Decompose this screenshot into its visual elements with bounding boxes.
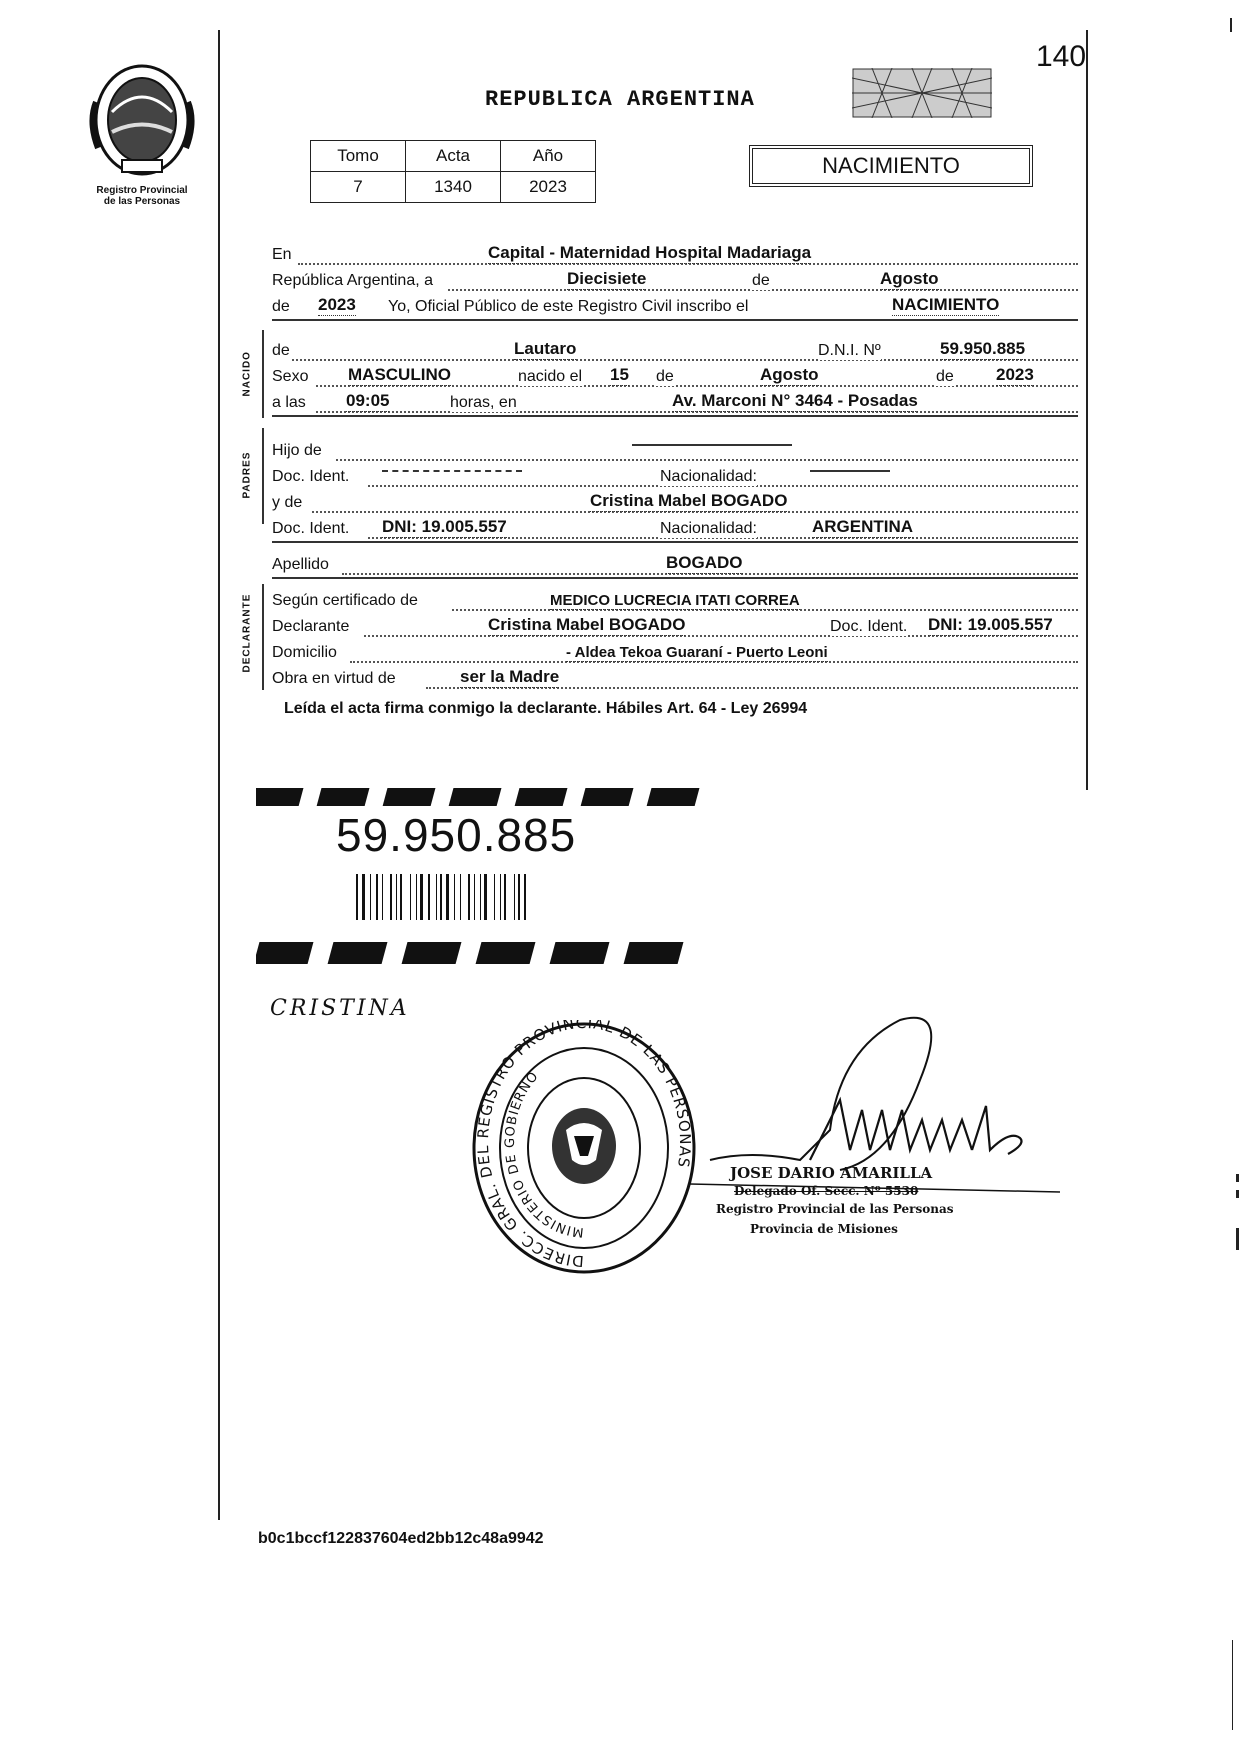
- security-hologram: [852, 68, 992, 118]
- value-birth-place: Av. Marconi N° 3464 - Posadas: [672, 391, 918, 410]
- barcode-bar: [514, 874, 515, 920]
- sep: [272, 319, 1078, 321]
- barcode-bar: [396, 874, 397, 920]
- label-horas-en: horas, en: [450, 394, 517, 411]
- value-hour: 09:05: [346, 391, 390, 410]
- edge-tick-2: [1236, 1190, 1239, 1198]
- row-declarante: [272, 616, 1078, 642]
- label-de-month: de: [752, 272, 770, 289]
- padres-bar: [262, 428, 264, 524]
- barcode-bar: [410, 874, 411, 920]
- label-y-de: y de: [272, 494, 303, 511]
- left-margin-rule: [218, 30, 220, 1520]
- side-label-padres: PADRES: [241, 451, 253, 499]
- label-de-2: de: [656, 368, 674, 385]
- barcode-bar: [370, 874, 371, 920]
- row-apellido: [272, 554, 1078, 580]
- value-domicilio: - Aldea Tekoa Guaraní - Puerto Leoni: [566, 644, 828, 661]
- row-certificado: [272, 590, 1078, 616]
- row-en: [272, 244, 1078, 270]
- row-domicilio: [272, 642, 1078, 668]
- stamp-pattern-top: [256, 786, 704, 808]
- label-doc-ident-2: Doc. Ident.: [272, 520, 350, 537]
- label-year-de: de: [272, 298, 290, 315]
- barcode-bar: [390, 874, 392, 920]
- edge-mark-top: [1230, 18, 1232, 32]
- declarante-bar: [262, 584, 264, 690]
- side-label-declarante: DECLARANTE: [241, 593, 253, 673]
- barcode: [356, 874, 582, 920]
- registry-seal: [470, 1020, 698, 1276]
- seal-inner-text: MINISTERIO DE GOBIERNO: [503, 1068, 585, 1240]
- barcode-bar: [400, 874, 402, 920]
- label-obra: Obra en virtud de: [272, 670, 396, 687]
- row-hijo-de: [272, 440, 1078, 466]
- value-sexo: MASCULINO: [348, 365, 451, 384]
- value-child-name: Lautaro: [514, 339, 577, 358]
- label-a-las: a las: [272, 394, 306, 411]
- barcode-bar: [420, 874, 423, 920]
- row-hora: [272, 392, 1078, 418]
- sep: [272, 541, 1078, 543]
- barcode-bar: [454, 874, 455, 920]
- label-nacido-el: nacido el: [518, 368, 583, 385]
- label-nacionalidad-2: Nacionalidad:: [660, 520, 757, 537]
- value-month: Agosto: [880, 269, 939, 288]
- barcode-bar: [362, 874, 365, 920]
- value-child-dni: 59.950.885: [940, 339, 1026, 358]
- row-republica: [272, 270, 1078, 296]
- stamp-dni-number: 59.950.885: [336, 809, 577, 861]
- page-number: 140: [1036, 40, 1087, 73]
- value-declarante: Cristina Mabel BOGADO: [488, 615, 686, 634]
- barcode-bar: [484, 874, 487, 920]
- row-y-de: [272, 492, 1078, 518]
- value-doc-2: DNI: 19.005.557: [382, 517, 507, 536]
- row-obra: [272, 668, 1078, 694]
- doc-1-strike-line: [382, 470, 522, 472]
- ref-value-acta: 1340: [406, 172, 501, 203]
- label-nacionalidad-1: Nacionalidad:: [660, 468, 757, 485]
- row-nacido-name: [272, 340, 1078, 366]
- ref-value-tomo: 7: [311, 172, 406, 203]
- value-birth-year: 2023: [996, 365, 1034, 384]
- dots: [336, 459, 1078, 461]
- right-margin-rule: [1086, 30, 1088, 790]
- ref-header-acta: Acta: [406, 141, 501, 172]
- edge-tick-1: [1236, 1174, 1239, 1182]
- barcode-bar: [500, 874, 501, 920]
- barcode-bar: [416, 874, 417, 920]
- row-year: [272, 296, 1078, 322]
- value-en: Capital - Maternidad Hospital Madariaga: [488, 243, 812, 262]
- barcode-bar: [446, 874, 449, 920]
- value-decl-doc: DNI: 19.005.557: [928, 615, 1053, 634]
- registry-logo: [82, 62, 202, 207]
- label-decl-doc: Doc. Ident.: [830, 618, 908, 635]
- label-dni: D.N.I. Nº: [818, 342, 881, 359]
- label-de-name: de: [272, 342, 290, 359]
- barcode-bar: [474, 874, 475, 920]
- label-hijo-de: Hijo de: [272, 442, 322, 459]
- signatory-title: Delegado Of. Secc. Nº 5530: [734, 1184, 919, 1198]
- row-sexo: [272, 366, 1078, 392]
- document-hash: b0c1bccf122837604ed2bb12c48a9942: [258, 1530, 544, 1547]
- barcode-bar: [382, 874, 383, 920]
- barcode-bar: [460, 874, 461, 920]
- ref-header-ano: Año: [501, 141, 596, 172]
- handwritten-name: CRISTINA: [270, 996, 410, 1021]
- value-act-word: NACIMIENTO: [892, 295, 1000, 314]
- ref-value-row: [311, 172, 596, 203]
- ref-header-row: [311, 141, 596, 172]
- sep: [272, 415, 1078, 417]
- row-doc-2: [272, 518, 1078, 544]
- barcode-bar: [518, 874, 520, 920]
- stamp-pattern-bottom: [256, 940, 704, 966]
- seal-outer-text: DIRECC. GRAL. DEL REGISTRO PROVINCIAL DE LAS PERSONAS: [474, 1020, 695, 1271]
- logo-caption-2: de las Personas: [103, 196, 181, 207]
- value-year: 2023: [318, 295, 356, 314]
- label-doc-ident-1: Doc. Ident.: [272, 468, 350, 485]
- barcode-bar: [440, 874, 442, 920]
- barcode-bar: [436, 874, 437, 920]
- act-reference-table: [310, 140, 596, 203]
- barcode-bar: [504, 874, 506, 920]
- label-apellido: Apellido: [272, 556, 329, 573]
- nacido-bar: [262, 330, 264, 418]
- value-birth-month: Agosto: [760, 365, 819, 384]
- value-apellido: BOGADO: [666, 553, 743, 572]
- label-sexo: Sexo: [272, 368, 309, 385]
- father-strike-line: [632, 444, 792, 446]
- barcode-bar: [428, 874, 430, 920]
- row-doc-1: [272, 466, 1078, 492]
- edge-tick-3: [1236, 1228, 1239, 1250]
- officer-text: Yo, Oficial Público de este Registro Civil inscribo el: [388, 298, 749, 315]
- barcode-bar: [524, 874, 526, 920]
- barcode-bar: [480, 874, 481, 920]
- act-type-box: NACIMIENTO: [752, 148, 1030, 184]
- label-de-3: de: [936, 368, 954, 385]
- page-title: REPUBLICA ARGENTINA: [485, 87, 755, 112]
- value-mother: Cristina Mabel BOGADO: [590, 491, 788, 510]
- barcode-bar: [468, 874, 470, 920]
- logo-caption-1: Registro Provincial: [96, 185, 188, 196]
- value-day: Diecisiete: [567, 269, 647, 288]
- label-republica: República Argentina, a: [272, 272, 433, 289]
- province-seal-icon: [82, 62, 202, 180]
- barcode-bar: [376, 874, 378, 920]
- signatory-office: Registro Provincial de las Personas: [716, 1202, 954, 1216]
- barcode-bar: [356, 874, 358, 920]
- signatory-name: JOSE DARIO AMARILLA: [730, 1164, 933, 1182]
- label-certificado: Según certificado de: [272, 592, 418, 609]
- value-obra: ser la Madre: [460, 667, 560, 686]
- label-declarante: Declarante: [272, 618, 350, 635]
- label-en: En: [272, 246, 292, 263]
- ref-header-tomo: Tomo: [311, 141, 406, 172]
- closing-statement: Leída el acta firma conmigo la declarante. Hábiles Art. 64 - Ley 26994: [284, 700, 808, 717]
- barcode-bar: [494, 874, 495, 920]
- nac-1-strike-line: [810, 470, 890, 472]
- side-label-nacido: NACIDO: [241, 351, 253, 397]
- value-nac-2: ARGENTINA: [812, 517, 914, 536]
- ref-value-ano: 2023: [501, 172, 596, 203]
- value-certificado: MEDICO LUCRECIA ITATI CORREA: [550, 592, 800, 609]
- label-domicilio: Domicilio: [272, 644, 337, 661]
- sep: [272, 577, 1078, 579]
- signatory-province: Provincia de Misiones: [750, 1222, 898, 1236]
- edge-mark-bottom: [1232, 1640, 1233, 1730]
- value-birth-day: 15: [610, 365, 629, 384]
